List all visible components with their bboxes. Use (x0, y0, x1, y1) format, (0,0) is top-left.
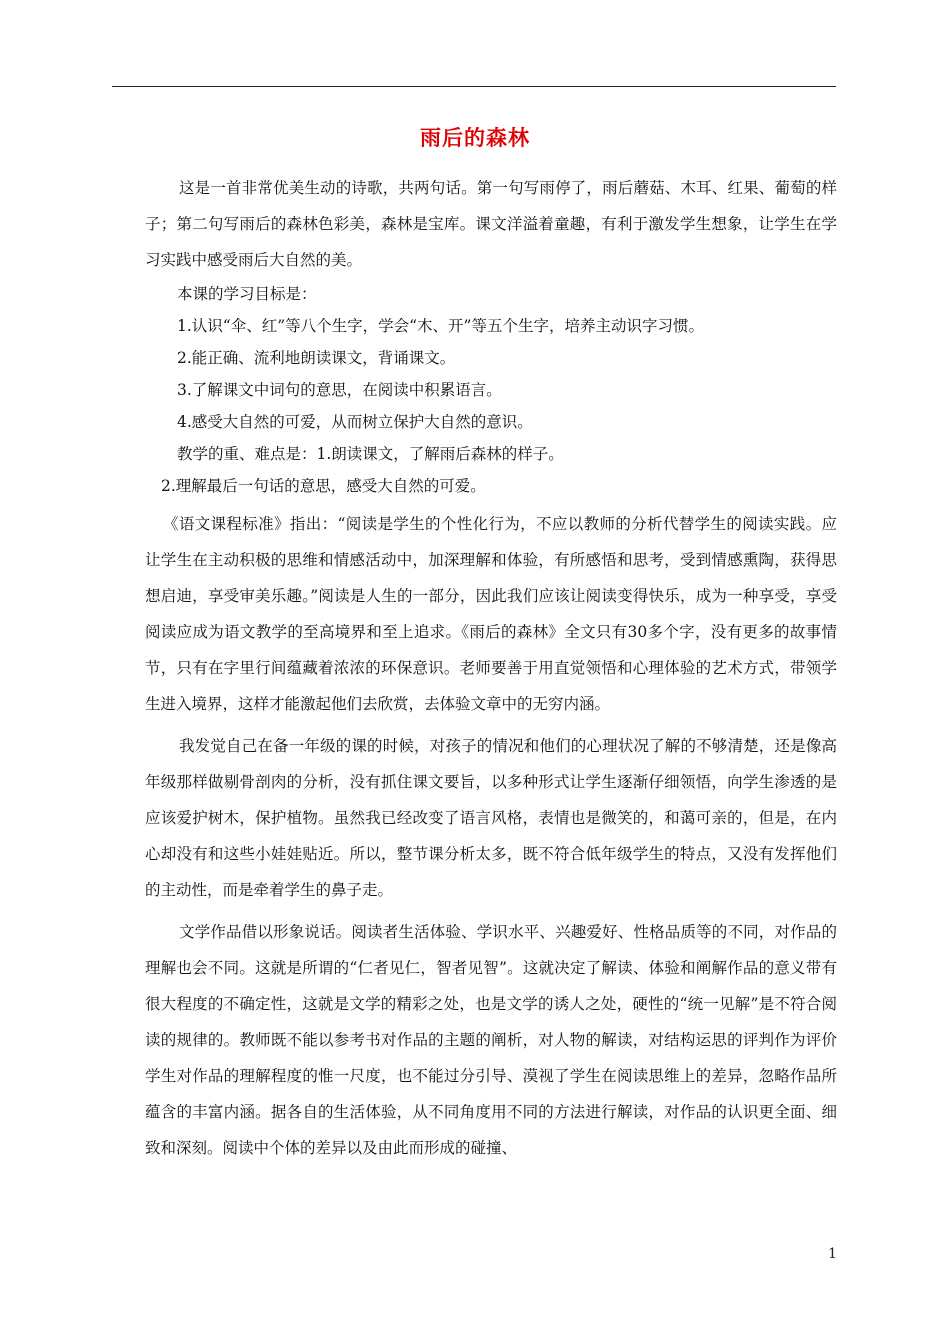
page-number: 1 (828, 1246, 837, 1262)
key-points-item-2: 2.理解最后一句话的意思，感受大自然的可爱。 (161, 477, 486, 495)
header-rule (112, 86, 836, 87)
goal-item-4: 4.感受大自然的可爱，从而树立保护大自然的意识。 (177, 413, 533, 431)
reflection-paragraph: 我发觉自己在备一年级的课的时候，对孩子的情况和他们的心理状况了解的不够清楚，还是像高年级那样做剔骨剖肉的分析，没有抓住课文要旨，以多种形式让学生逐渐仔细领悟，向学生渗透的是应该爱护树木，保护植物。虽然我已经改变了语言风格，表情也是微笑的，和蔼可亲的，但是，在内心却没有和这些小娃娃贴近。所以，整节课分析太多，既不符合低年级学生的特点，又没有发挥他们的主动性，而是牵着学生的鼻子走。 (145, 737, 837, 899)
literature-paragraph: 文学作品借以形象说话。阅读者生活体验、学识水平、兴趣爱好、性格品质等的不同，对作品的理解也会不同。这就是所谓的“仁者见仁，智者见智”。这就决定了解读、体验和阐解作品的意义带有很大程度的不确定性，这就是文学的精彩之处，也是文学的诱人之处，硬性的“统一见解”是不符合阅读的规律的。教师既不能以参考书对作品的主题的阐析，对人物的解读，对结构运思的评判作为评价学生对作品的理解程度的惟一尺度，也不能过分引导、漠视了学生在阅读思维上的差异，忽略作品所蕴含的丰富内涵。据各自的生活体验，从不同角度用不同的方法进行解读，对作品的认识更全面、细致和深刻。阅读中个体的差异以及由此而形成的碰撞、 (145, 923, 837, 1157)
standard-paragraph: 《语文课程标准》指出：“阅读是学生的个性化行为，不应以教师的分析代替学生的阅读实践。应让学生在主动积极的思维和情感活动中，加深理解和体验，有所感悟和思考，受到情感熏陶，获得思想启迪，享受审美乐趣。”阅读是人生的一部分，因此我们应该让阅读变得快乐，成为一种享受，享受阅读应成为语文教学的至高境界和至上追求。《雨后的森林》全文只有30多个字，没有更多的故事情节，只有在字里行间蕴藏着浓浓的环保意识。老师要善于用直觉领悟和心理体验的艺术方式，带领学生进入境界，这样才能激起他们去欣赏，去体验文章中的无穷内涵。 (145, 515, 837, 713)
goals-lead: 本课的学习目标是： (177, 285, 317, 303)
document-body (145, 170, 837, 1166)
goal-item-1: 1.认识“伞、红”等八个生字，学会“木、开”等五个生字，培养主动识字习惯。 (177, 317, 704, 335)
goal-item-2: 2.能正确、流利地朗读课文，背诵课文。 (177, 349, 456, 367)
document-title: 雨后的森林 (420, 125, 530, 150)
goal-item-3: 3.了解课文中词句的意思，在阅读中积累语言。 (177, 381, 502, 399)
intro-paragraph: 这是一首非常优美生动的诗歌，共两句话。第一句写雨停了，雨后蘑菇、木耳、红果、葡萄的样子；第二句写雨后的森林色彩美，森林是宝库。课文洋溢着童趣，有利于激发学生想象，让学生在学习实践中感受雨后大自然的美。 (145, 179, 837, 269)
key-points-lead: 教学的重、难点是：1.朗读课文，了解雨后森林的样子。 (177, 445, 564, 463)
